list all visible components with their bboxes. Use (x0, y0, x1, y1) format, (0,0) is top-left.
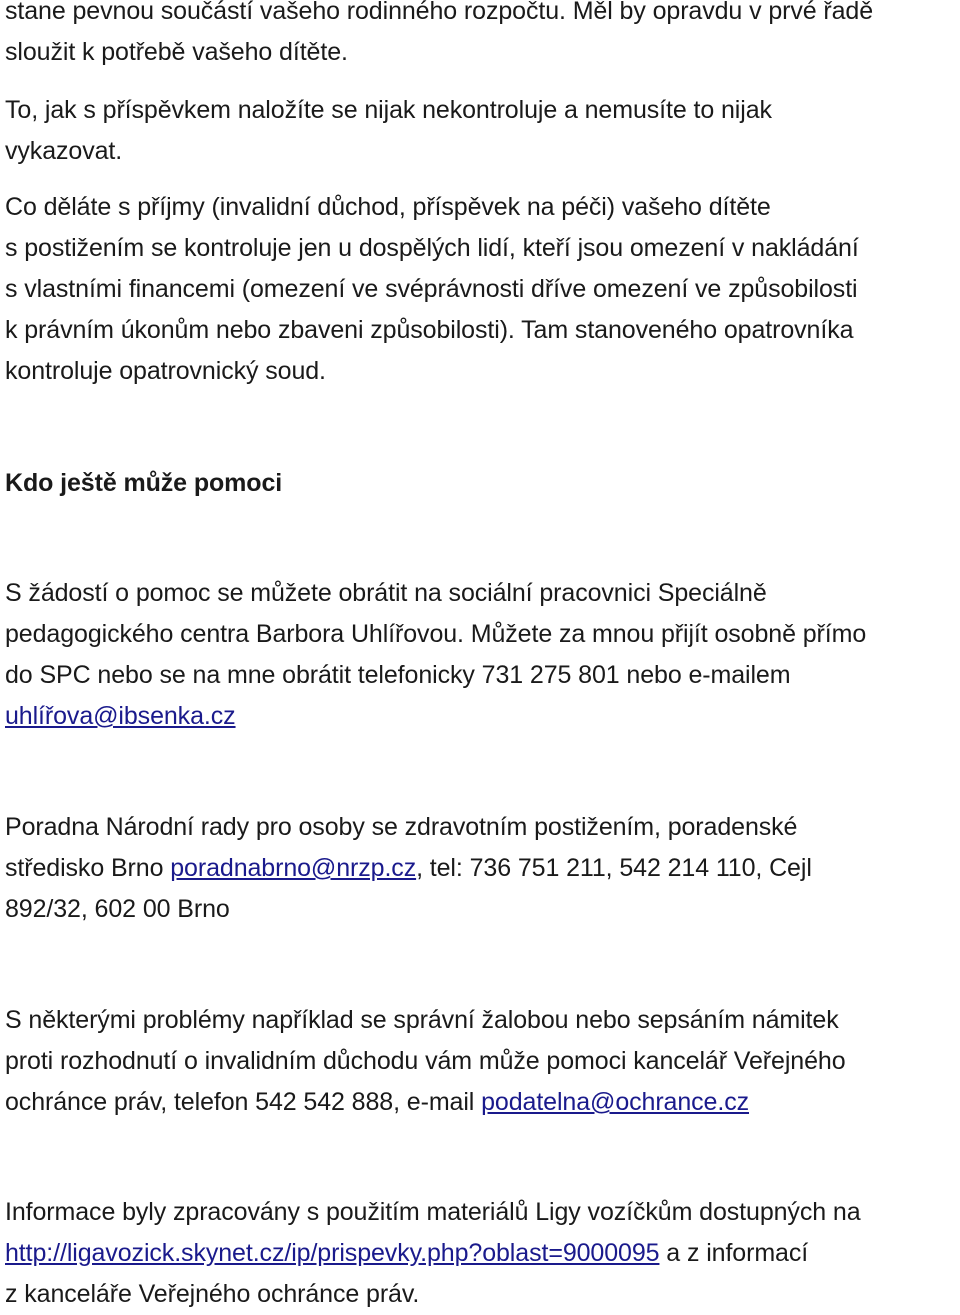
paragraph-nrzp (5, 807, 955, 930)
text-line (5, 1082, 955, 1123)
text-line (5, 696, 955, 737)
text-line: vykazovat. (5, 137, 123, 165)
text-line: Co děláte s příjmy (invalidní důchod, příspěvek na péči) vašeho dítěte (5, 193, 771, 221)
paragraph-income-control (5, 187, 955, 392)
text-line: s postižením se kontroluje jen u dospělých lidí, kteří jsou omezení v nakládání (5, 234, 859, 262)
text-line: s vlastními financemi (omezení ve svéprávnosti dříve omezení ve způsobilosti (5, 275, 858, 303)
paragraph-ombudsman (5, 1000, 955, 1123)
text-line: stane pevnou součástí vašeho rodinného rozpočtu. Měl by opravdu v prvé řadě (5, 0, 874, 25)
text-fragment: středisko Brno (5, 854, 171, 882)
section-heading: Kdo ještě může pomoci (5, 469, 283, 497)
text-fragment: ochránce práv, telefon 542 542 888, e-mail (5, 1088, 482, 1116)
text-line: do SPC nebo se na mne obrátit telefonicky 731 275 801 nebo e-mailem (5, 661, 791, 689)
text-line: proti rozhodnutí o invalidním důchodu vám může pomoci kancelář Veřejného (5, 1047, 846, 1075)
text-line (5, 848, 955, 889)
paragraph-social-worker (5, 573, 955, 737)
text-line: S některými problémy například se správní žalobou nebo sepsáním námitek (5, 1006, 839, 1034)
paragraph-no-control (5, 90, 955, 172)
text-line: z kanceláře Veřejného ochránce práv. (5, 1280, 420, 1308)
paragraph-sources (5, 1192, 955, 1315)
text-line: k právním úkonům nebo zbaveni způsobilosti). Tam stanoveného opatrovníka (5, 316, 854, 344)
text-line: Poradna Národní rady pro osoby se zdravotním postižením, poradenské (5, 813, 798, 841)
text-line: 892/32, 602 00 Brno (5, 895, 230, 923)
email-link-uhlirova[interactable]: uhlířova@ibsenka.cz (5, 702, 236, 730)
text-line: pedagogického centra Barbora Uhlířovou. Můžete za mnou přijít osobně přímo (5, 620, 867, 648)
text-line: Informace byly zpracovány s použitím materiálů Ligy vozíčkům dostupných na (5, 1198, 861, 1226)
text-line: kontroluje opatrovnický soud. (5, 357, 326, 385)
text-line: S žádostí o pomoc se můžete obrátit na sociální pracovnici Speciálně (5, 579, 767, 607)
email-link-ombudsman[interactable]: podatelna@ochrance.cz (481, 1088, 750, 1116)
text-line (5, 1233, 955, 1274)
text-line: sloužit k potřebě vašeho dítěte. (5, 38, 348, 66)
text-fragment: a z informací (659, 1239, 809, 1267)
source-link[interactable]: http://ligavozick.skynet.cz/ip/prispevky.php?oblast=9000095 (5, 1239, 660, 1267)
text-fragment: , tel: 736 751 211, 542 214 110, Cejl (416, 854, 812, 882)
text-line: To, jak s příspěvkem naložíte se nijak nekontroluje a nemusíte to nijak (5, 96, 772, 124)
paragraph-family-budget (5, 0, 955, 73)
email-link-nrzp[interactable]: poradnabrno@nrzp.cz (170, 854, 417, 882)
